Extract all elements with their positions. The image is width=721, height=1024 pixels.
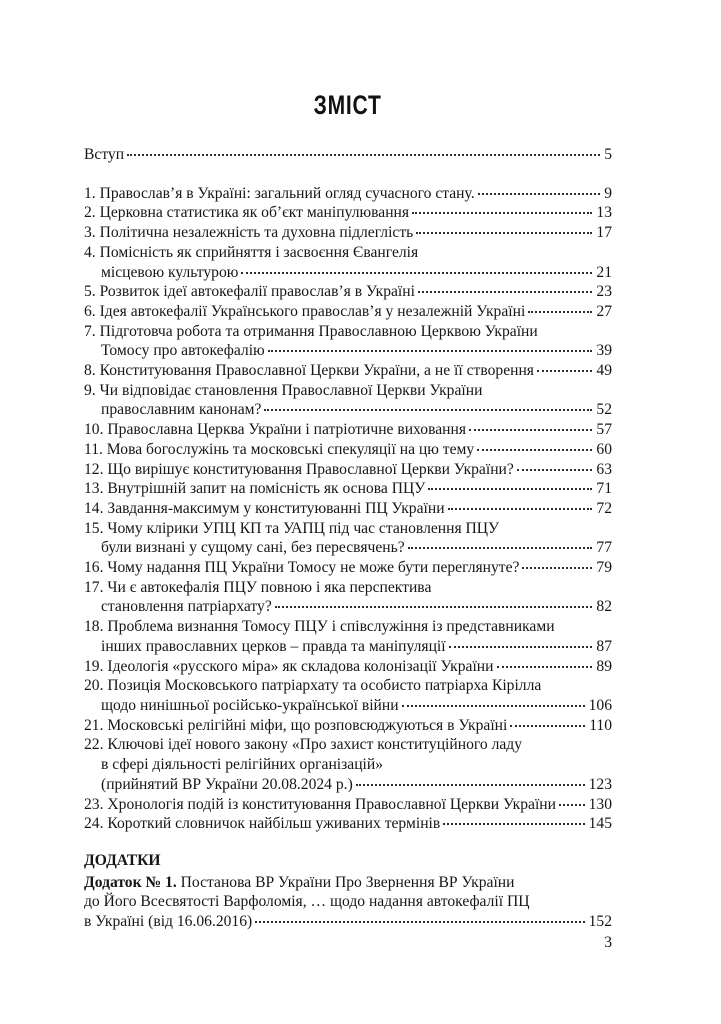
toc-entry-text: 16. Чому надання ПЦ України Томосу не може бути переглянуте?: [84, 559, 520, 577]
toc-entry: [84, 440, 612, 460]
toc-entry-line: [84, 755, 612, 775]
toc-entry: [84, 223, 612, 243]
toc-entry-text: 22. Ключові ідеї нового закону «Про захист конституційного ладу: [84, 736, 523, 754]
toc-entry: [84, 716, 612, 736]
toc-entry-page: 27: [596, 302, 612, 320]
toc-entry-line: [84, 420, 612, 440]
toc-entry: [84, 479, 612, 499]
toc-entry-line: [84, 243, 612, 263]
toc-entry-page: 52: [596, 401, 612, 419]
toc-entry-page: 9: [604, 184, 612, 202]
toc-entry-line: [84, 775, 612, 795]
toc-entry-line: [84, 440, 612, 460]
appendix-item-line: [84, 892, 612, 912]
toc-entry-line: [84, 263, 612, 283]
toc-entry-page: 71: [596, 480, 612, 498]
toc-entry: [84, 657, 612, 677]
toc-entry: [84, 558, 612, 578]
appendix-section: [84, 851, 612, 932]
toc-entry-text: 1. Православ’я в Україні: загальний огляд сучасного стану.: [84, 184, 475, 202]
toc-entry-line: [84, 302, 612, 322]
toc-entry: [84, 814, 612, 834]
toc-entry-line: [84, 538, 612, 558]
toc-entry: [84, 499, 612, 519]
toc-entry-text: 3. Політична незалежність та духовна підлеглість: [84, 224, 414, 242]
toc-entry-text: (прийнятий ВР України 20.08.2024 р.): [101, 775, 353, 793]
toc-entry-page: 63: [596, 460, 612, 478]
toc-entry-text: 21. Московські релігійні міфи, що розповсюджуються в Україні: [84, 716, 508, 734]
table-of-contents: [84, 145, 612, 952]
toc-entry-text: 14. Завдання-максимум у конституюванні ПЦ України: [84, 499, 445, 517]
toc-entry-line: [84, 223, 612, 243]
toc-entry-line: [84, 361, 612, 381]
toc-entry-page: 130: [588, 795, 612, 813]
toc-entry-line: [84, 676, 612, 696]
toc-entry-text: 10. Православна Церква України і патріотичне виховання: [84, 421, 467, 439]
toc-entry-text: 8. Конституювання Православної Церкви України, а не її створення: [84, 362, 534, 380]
toc-entry-text: 15. Чому клірики УПЦ КП та УАПЦ під час становлення ПЦУ: [84, 519, 500, 537]
toc-entry-line: [84, 597, 612, 617]
toc-entry: [84, 420, 612, 440]
appendix-item-text: Постанова ВР України Про Звернення ВР України: [180, 873, 515, 891]
toc-entry: [84, 361, 612, 381]
toc-entry: [84, 735, 612, 794]
toc-entry-line: [84, 814, 612, 834]
toc-entry-text: православним канонам?: [101, 401, 262, 419]
toc-entry-text: 17. Чи є автокефалія ПЦУ повною і яка перспектива: [84, 578, 432, 596]
toc-entry-page: 77: [596, 539, 612, 557]
toc-entry-text: були визнані у сущому сані, без пересвячень?: [101, 539, 405, 557]
toc-entry-line: [84, 617, 612, 637]
toc-entry-page: 110: [589, 716, 612, 734]
toc-entry: [84, 795, 612, 815]
toc-entry-text: 2. Церковна статистика як об’єкт маніпулювання: [84, 204, 410, 222]
toc-entry-text: 13. Внутрішній запит на помісність як основа ПЦУ: [84, 480, 426, 498]
toc-entry-text: 23. Хронологія подій із конституювання Православної Церкви України: [84, 795, 556, 813]
toc-entry: [84, 381, 612, 420]
toc-entry-line: [84, 637, 612, 657]
toc-entry-line: [84, 460, 612, 480]
toc-entry-line: [84, 795, 612, 815]
toc-entry-page: 89: [596, 657, 612, 675]
toc-entry-line: [84, 519, 612, 539]
toc-entry-text: 11. Мова богослужінь та московські спекуляції на цю тему: [84, 440, 475, 458]
toc-entry-text: 5. Розвиток ідеї автокефалії православ’я в Україні: [84, 283, 415, 301]
toc-entry: [84, 460, 612, 480]
toc-entry-page: 106: [588, 696, 612, 714]
toc-entry-line: [84, 282, 612, 302]
appendix-item-page: 152: [588, 913, 612, 931]
toc-entry-text: 20. Позиція Московського патріархату та особисто патріарха Кірілла: [84, 677, 542, 695]
toc-entry-page: 82: [596, 598, 612, 616]
appendix-item-line: [84, 873, 612, 893]
appendix-item-line: [84, 912, 612, 932]
toc-entry-line: [84, 184, 612, 204]
appendix-heading: ДОДАТКИ: [84, 851, 161, 869]
toc-entry-line: [84, 203, 612, 223]
toc-entry-text: 9. Чи відповідає становлення Православної Церкви України: [84, 381, 483, 399]
toc-entry-page: 17: [596, 224, 612, 242]
toc-entry-text: щодо нинішньої російсько-української війни: [101, 696, 399, 714]
toc-entry-line: [84, 479, 612, 499]
toc-entry: [84, 676, 612, 715]
toc-entry: [84, 203, 612, 223]
toc-intro-label: Вступ: [84, 146, 125, 163]
toc-entries: [84, 184, 612, 834]
toc-entry: [84, 617, 612, 656]
page-title: ЗМІСТ: [313, 90, 383, 120]
toc-entry-line: [84, 657, 612, 677]
appendix-item-label: Додаток № 1.: [84, 873, 177, 891]
toc-intro: [84, 145, 612, 165]
toc-entry-line: [84, 716, 612, 736]
toc-entry-text: Томосу про автокефалію: [101, 342, 265, 360]
toc-entry: [84, 282, 612, 302]
toc-entry-text: 18. Проблема визнання Томосу ПЦУ і співслужіння із представниками: [84, 618, 555, 636]
toc-entry-text: 4. Помісність як сприйняття і засвоєння Євангелія: [84, 243, 419, 261]
toc-entry-line: [84, 735, 612, 755]
toc-entry: [84, 578, 612, 617]
toc-entry: [84, 519, 612, 558]
toc-entry-text: в сфері діяльності релігійних організацій»: [101, 756, 384, 774]
toc-entry-line: [84, 322, 612, 342]
toc-entry-line: [84, 696, 612, 716]
toc-entry-page: 13: [596, 204, 612, 222]
toc-entry-line: [84, 578, 612, 598]
toc-entry-line: [84, 381, 612, 401]
toc-entry-page: 60: [596, 440, 612, 458]
toc-entry-page: 57: [596, 421, 612, 439]
toc-intro-page: 5: [604, 146, 612, 163]
toc-entry-page: 145: [588, 815, 612, 833]
toc-entry-page: 87: [596, 637, 612, 655]
toc-entry-page: 49: [596, 362, 612, 380]
appendix-item-text: в Україні (від 16.06.2016): [84, 913, 253, 931]
toc-entry-text: 7. Підготовча робота та отримання Православною Церквою України: [84, 322, 538, 340]
toc-entry-page: 23: [596, 283, 612, 301]
toc-entry-line: [84, 558, 612, 578]
toc-entry-text: 19. Ідеологія «русского міра» як складова колонізації України: [84, 657, 494, 675]
toc-entry-line: [84, 499, 612, 519]
toc-entry-page: 72: [596, 499, 612, 517]
toc-entry: [84, 302, 612, 322]
toc-content: [84, 0, 612, 952]
toc-entry-page: 39: [596, 342, 612, 360]
toc-entry-text: 24. Короткий словничок найбільш уживаних термінів: [84, 815, 441, 833]
toc-entry-line: [84, 400, 612, 420]
appendix-item-text: до Його Всесвятості Варфоломія, … щодо надання автокефалії ПЦ: [84, 893, 530, 911]
toc-entry-page: 123: [588, 775, 612, 793]
toc-entry: [84, 322, 612, 361]
page-title-wrap: [84, 90, 612, 121]
toc-entry-text: інших православних церков – правда та маніпуляції: [101, 637, 446, 655]
toc-entry-page: 79: [596, 559, 612, 577]
toc-intro-row: [84, 145, 612, 165]
footer-page-number: 3: [604, 933, 612, 951]
toc-entry: [84, 243, 612, 282]
toc-entry-text: місцевою культурою: [101, 263, 239, 281]
toc-entry: [84, 184, 612, 204]
toc-entry-text: 12. Що вирішує конституювання Православної Церкви України?: [84, 460, 514, 478]
toc-entry-line: [84, 341, 612, 361]
toc-entry-text: 6. Ідея автокефалії Українського православ’я у незалежній Україні: [84, 302, 526, 320]
toc-entry-page: 21: [596, 263, 612, 281]
toc-entry-text: становлення патріархату?: [101, 598, 272, 616]
